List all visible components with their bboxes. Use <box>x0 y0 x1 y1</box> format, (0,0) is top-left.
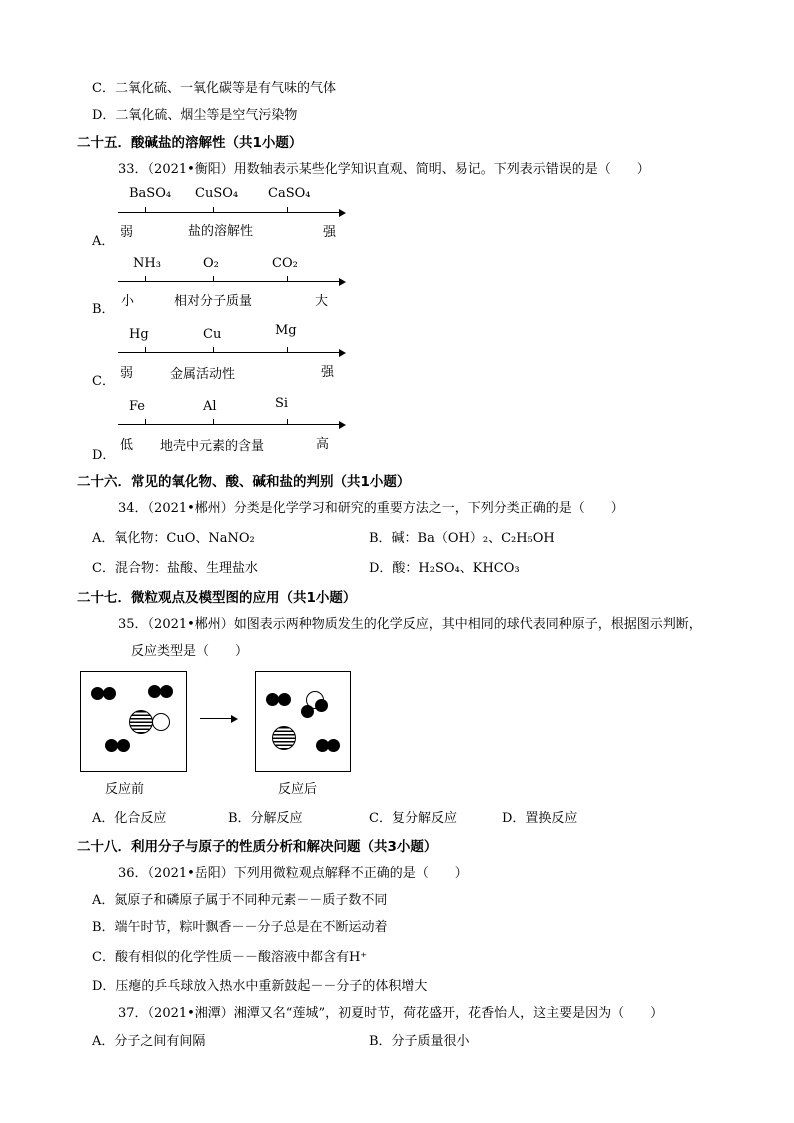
option-b: B．碱：Ba（OH）₂、C₂H₅OH <box>369 531 555 546</box>
reaction-arrow-icon <box>231 715 238 723</box>
axis-left-label: 弱 <box>120 225 134 240</box>
option-d: D．置换反应 <box>502 811 578 826</box>
section-title-26: 二十六．常见的氧化物、酸、碱和盐的判别（共1小题） <box>77 474 411 490</box>
axis-line <box>118 212 340 213</box>
striped-atom <box>272 726 296 750</box>
question-36: 36．（2021•岳阳）下列用微粒观点解释不正确的是（ ） <box>118 866 468 881</box>
question-33: 33．（2021•衡阳）用数轴表示某些化学知识直观、简明、易记。下列表示错误的是（ ） <box>118 162 650 177</box>
option-letter: C． <box>92 374 115 389</box>
axis-left-label: 低 <box>120 438 134 453</box>
axis-title: 金属活动性 <box>170 367 236 382</box>
axis-item: CO₂ <box>272 256 298 271</box>
axis-arrow <box>339 349 346 357</box>
option-c: C．二氧化硫、一氧化碳等是有气味的气体 <box>92 81 336 96</box>
option-b: B．分子质量很小 <box>369 1034 470 1049</box>
option-a: A．氮原子和磷原子属于不同种元素－－质子数不同 <box>92 893 388 908</box>
option-d: D．二氧化硫、烟尘等是空气污染物 <box>92 108 298 123</box>
axis-item: Al <box>203 399 217 414</box>
axis-right-label: 大 <box>315 294 329 309</box>
axis-item: BaSO₄ <box>129 186 172 201</box>
section-title-27: 二十七．微粒观点及模型图的应用（共1小题） <box>77 590 357 606</box>
option-d: D．压瘪的乒乓球放入热水中重新鼓起－－分子的体积增大 <box>92 979 428 994</box>
axis-item: CuSO₄ <box>195 186 239 201</box>
after-box <box>255 671 351 772</box>
option-a: A．化合反应 <box>92 811 167 826</box>
axis-right-label: 高 <box>316 437 330 452</box>
axis-item: Cu <box>203 327 222 342</box>
axis-tick <box>145 276 146 282</box>
option-c: C．酸有相似的化学性质－－酸溶液中都含有H⁺ <box>92 950 368 965</box>
axis-tick <box>145 347 146 353</box>
black-atom <box>160 685 173 698</box>
question-37: 37．（2021•湘潭）湘潭又名“莲城”，初夏时节，荷花盛开，花香怡人，这主要是因为（ ） <box>118 1006 664 1021</box>
black-atom <box>301 705 314 718</box>
axis-tick <box>213 419 214 425</box>
axis-title: 地壳中元素的含量 <box>160 439 265 454</box>
black-atom <box>327 739 340 752</box>
section-title-28: 二十八．利用分子与原子的性质分析和解决问题（共3小题） <box>77 839 438 855</box>
axis-line <box>118 281 340 282</box>
axis-item: Fe <box>129 399 146 414</box>
option-letter: A． <box>92 234 115 249</box>
axis-right-label: 强 <box>323 225 337 240</box>
white-atom <box>152 713 170 731</box>
axis-title: 相对分子质量 <box>174 294 253 309</box>
axis-title: 盐的溶解性 <box>188 224 254 239</box>
axis-tick <box>287 207 288 213</box>
before-label: 反应前 <box>105 782 145 797</box>
axis-item: NH₃ <box>133 256 161 271</box>
before-box <box>80 671 187 772</box>
option-b: B．分解反应 <box>228 811 303 826</box>
question-35-cont: 反应类型是（ ） <box>131 644 249 659</box>
axis-arrow <box>339 278 346 286</box>
axis-left-label: 小 <box>121 294 135 309</box>
option-d: D．酸：H₂SO₄、KHCO₃ <box>369 561 520 576</box>
axis-left-label: 弱 <box>120 366 134 381</box>
axis-line <box>118 424 340 425</box>
option-a: A．氧化物：CuO、NaNO₂ <box>92 531 255 546</box>
axis-tick <box>287 347 288 353</box>
question-34: 34．（2021•郴州）分类是化学学习和研究的重要方法之一，下列分类正确的是（ ） <box>118 501 624 516</box>
axis-arrow <box>339 421 346 429</box>
black-atom <box>117 739 130 752</box>
axis-item: Mg <box>275 323 297 338</box>
reaction-arrow-line <box>200 718 232 719</box>
striped-atom <box>129 710 153 734</box>
axis-tick <box>213 207 214 213</box>
after-label: 反应后 <box>278 782 318 797</box>
axis-item: CaSO₄ <box>268 186 311 201</box>
axis-tick <box>287 276 288 282</box>
axis-tick <box>287 419 288 425</box>
section-title-25: 二十五．酸碱盐的溶解性（共1小题） <box>77 135 303 151</box>
black-atom <box>103 687 116 700</box>
option-letter: D． <box>92 448 116 463</box>
option-a: A．分子之间有间隔 <box>92 1034 206 1049</box>
question-35: 35．（2021•郴州）如图表示两种物质发生的化学反应，其中相同的球代表同种原子，根据图示判断， <box>118 617 702 632</box>
axis-right-label: 强 <box>321 365 335 380</box>
axis-item: Si <box>275 396 289 411</box>
axis-tick <box>213 347 214 353</box>
axis-arrow <box>339 209 346 217</box>
option-c: C．混合物：盐酸、生理盐水 <box>92 561 258 576</box>
option-letter: B． <box>92 302 115 317</box>
axis-tick <box>145 419 146 425</box>
option-c: C．复分解反应 <box>369 811 457 826</box>
axis-tick <box>145 207 146 213</box>
axis-tick <box>213 276 214 282</box>
axis-line <box>118 352 340 353</box>
black-atom <box>315 699 328 712</box>
axis-item: Hg <box>129 327 149 342</box>
black-atom <box>278 693 291 706</box>
option-b: B．端午时节，粽叶飘香－－分子总是在不断运动着 <box>92 920 388 935</box>
axis-item: O₂ <box>203 256 219 271</box>
